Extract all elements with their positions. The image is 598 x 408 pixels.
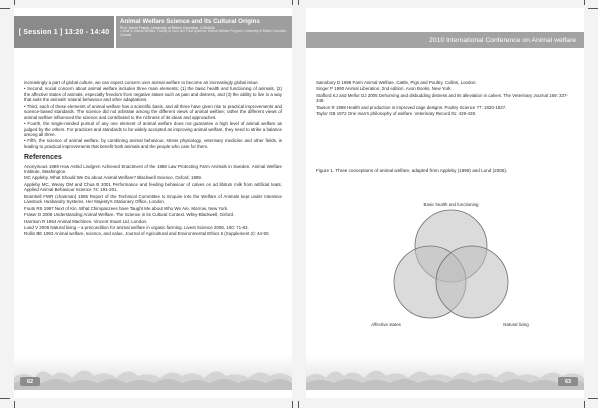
- grass-illustration: [306, 356, 584, 390]
- left-body: [24, 80, 282, 238]
- reference-item: Tauson R 1998 Health and production in improved cage designs. Poultry Science 77: 1820-1827.: [316, 104, 507, 110]
- crop-mark: [588, 8, 598, 9]
- venn-label-affective: Affective states: [371, 322, 401, 327]
- crop-mark: [292, 401, 293, 408]
- paragraph: • Second, social concern about animal welfare includes three main elements: (1) the basic health and functioning of animals, (2) the affective states of animals, especially freedom from negative states such as pain and distress, and (3) the ability to live in a way that suits the animals' natural behaviour and other adaptations.: [24, 86, 282, 103]
- talk-header: [116, 16, 292, 48]
- crop-mark: [14, 401, 15, 408]
- crop-mark: [298, 0, 299, 5]
- reference-item: MC Appleby. What Should We Do about Animal Welfare? Blackwell Science, Oxford, 1999.: [24, 175, 203, 181]
- session-label: [ Session 1 ] 13:20 - 14:40: [14, 16, 114, 48]
- crop-mark: [14, 0, 15, 5]
- reference-item: Rollin BE 1993 Animal welfare, science, and value. Journal of Agricultural and Environmental Ethics 6 (Supplement 2): 44-50.: [24, 231, 270, 237]
- reference-item: Anonymous 1989 How Astrid Lindgren Achieved Enactment of the 1988 Law Protecting Farm Animals in Sweden. Animal Welfare Institute, Washington.: [24, 163, 282, 175]
- crop-mark: [584, 0, 585, 5]
- crop-mark: [584, 401, 585, 408]
- crop-mark: [0, 8, 10, 9]
- reference-item: Fouts RS 1997 Next of Kin. What Chimpanzees have Taught Me about Who We Are. Morrow, New York.: [24, 205, 229, 211]
- reference-item: Appleby MC, Weary DM and Chua B 2001 Performance and feeding behaviour of calves on ad libitum milk from artificial teats. Applied Animal Behaviour Science 74: 191-201.: [24, 181, 282, 193]
- crop-mark: [0, 398, 10, 399]
- paragraph: • Fifth, the science of animal welfare, by combining animal behaviour, stress physiology, veterinary medicine and other fields, is leading to practical improvements that benefit both animals and the people who care for them.: [24, 138, 282, 149]
- reference-item: Brambell FWR (chairman) 1965 Report of the Technical Committee to Enquire into the Welfare of Animals kept under Intensive Livestock Husbandry Systems. Her Majesty's Stationery Office, London.: [24, 193, 282, 205]
- talk-affiliation: • Chair in Animal Welfare, Faculty of Land and Food Systems, Animal Welfare Program, University of British Columbia, Canada: [120, 29, 287, 37]
- venn-circle-natural: [436, 246, 508, 318]
- left-header: [14, 16, 292, 48]
- reference-item: Stafford KJ and Mellor DJ 2005 Dehorning and disbudding distress and its alleviation in calves. The Veterinary Journal 169: 337-349.: [316, 92, 568, 104]
- crop-mark: [292, 0, 293, 5]
- venn-label-health: Basic health and functioning: [423, 202, 479, 207]
- venn-diagram: [356, 198, 546, 348]
- talk-title: Animal Welfare Science and Its Cultural Origins: [120, 18, 260, 25]
- venn-label-natural: Natural living: [503, 322, 529, 327]
- crop-mark: [588, 398, 598, 399]
- left-page: [14, 8, 292, 398]
- reference-item: Singer P 1990 Animal Liberation, 2nd edition. Avon Books, New York.: [316, 86, 452, 92]
- right-references: [316, 80, 570, 118]
- grass-illustration: [14, 356, 292, 390]
- conference-header: 2010 International Conference on Animal welfare: [306, 32, 584, 48]
- reference-item: Taylor GB 1972 One man's philosophy of welfare. Veterinary Record 91: 426-428.: [316, 111, 477, 117]
- references-heading: References: [24, 153, 62, 161]
- paragraph: • Third, each of these elements of animal welfare has a scientific basis, and all three have given rise to practical improvements and science-based standards. The science did not arbitrate among the different views of animal welfare; rather the different views of animal welfare influenced the science and contributed to the richness of its ideas and approaches.: [24, 103, 282, 120]
- right-footer: [306, 356, 584, 390]
- reference-item: Fraser D 2008 Understanding Animal Welfare. The Science in its Cultural Context. Wiley-Blackwell, Oxford.: [24, 212, 235, 218]
- page-number: 63: [558, 377, 578, 386]
- paragraph: increasingly a part of global culture, we can expect concern over animal welfare to become an increasingly global issue.: [24, 80, 259, 85]
- reference-item: Harrison R 1964 Animal Machines. Vincent Stuart Ltd, London.: [24, 218, 148, 224]
- page-number: 62: [20, 377, 40, 386]
- reference-item: Lund V 2006 Natural living – a precondition for animal welfare in organic farming. Livest Science 2006, 100: 71-83.: [24, 225, 249, 231]
- paragraph: • Fourth, the single-minded pursuit of any one element of animal welfare does not guarantee a high level of animal welfare as judged by the others. For practices and standards to be widely accepted as improving animal welfare, they need to strike a balance among all three.: [24, 120, 282, 138]
- right-page: [306, 8, 584, 398]
- left-footer: [14, 356, 292, 390]
- talk-author: Prof. David Fraser, University of British Columbia, CANADA: [120, 26, 215, 30]
- crop-mark: [298, 401, 299, 408]
- reference-item: Sainsbury D 1986 Farm Animal Welfare. Cattle, Pigs and Poultry. Collins, London.: [316, 80, 477, 85]
- figure-caption: Figure 1. Three conceptions of animal welfare, adapted from Appleby (1999) and Lund (2006).: [316, 168, 508, 173]
